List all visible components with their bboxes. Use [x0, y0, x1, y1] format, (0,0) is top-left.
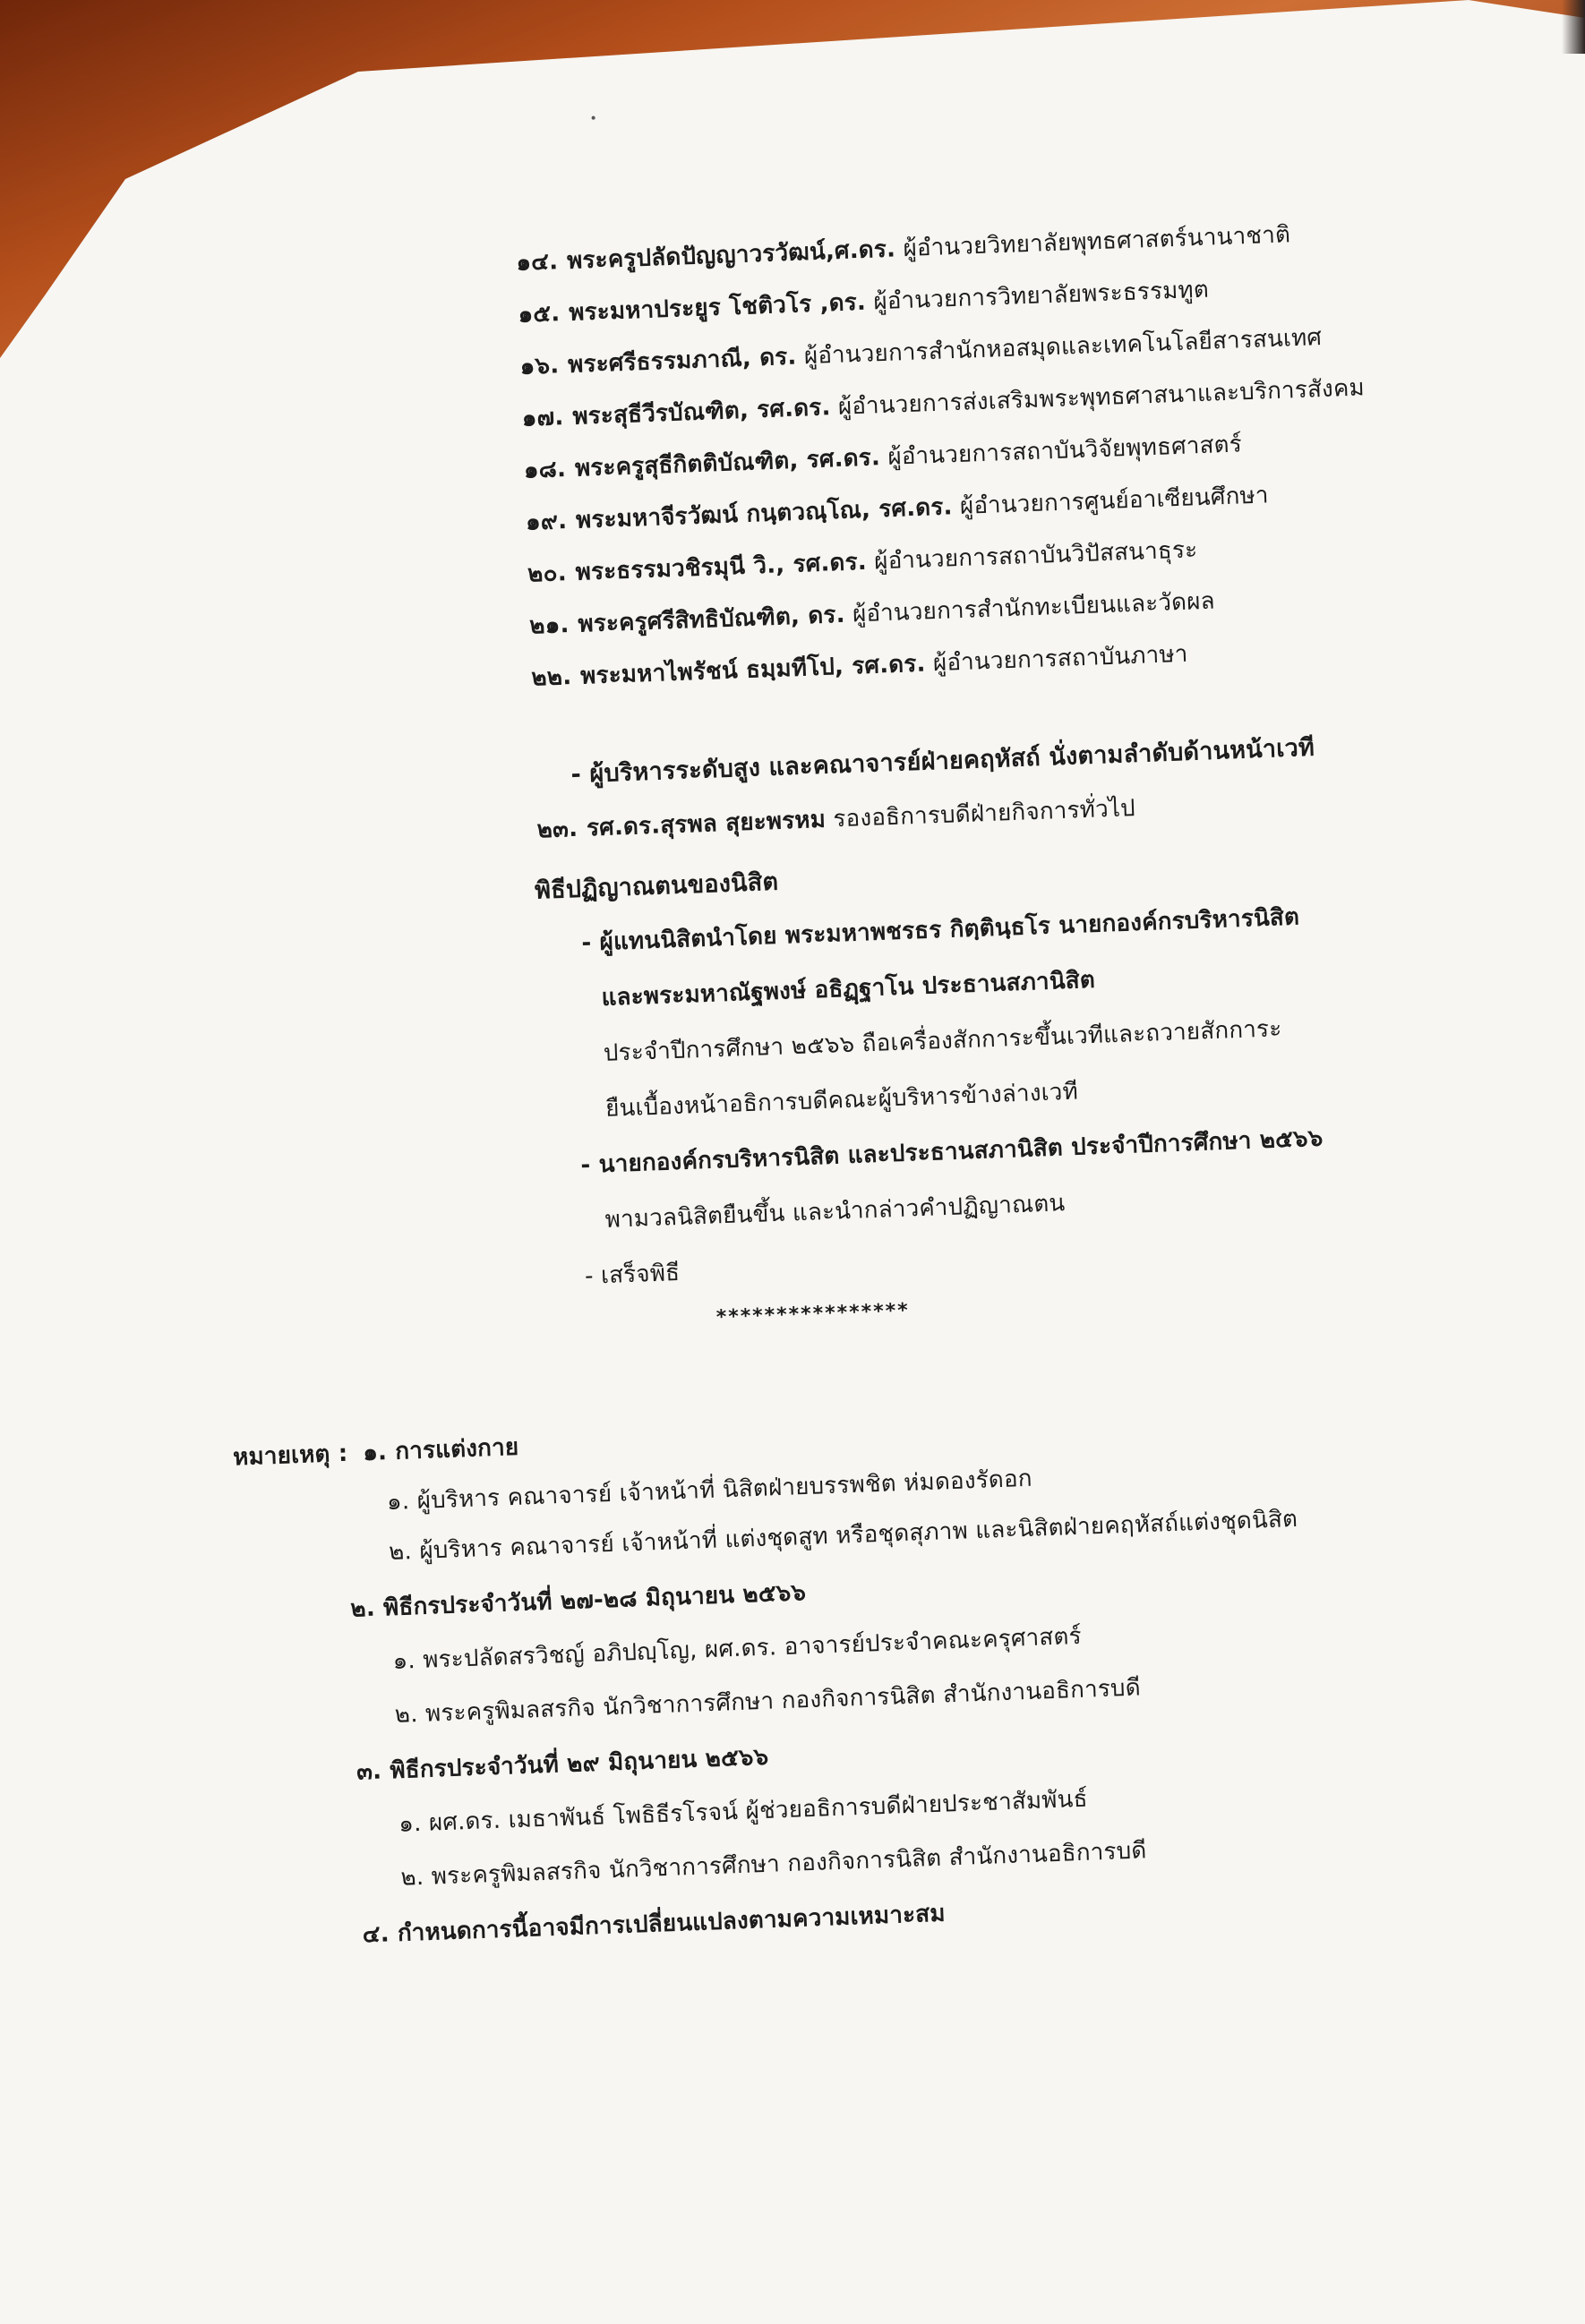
item-role: ผู้อำนวยการวิทยาลัยพระธรรมทูต — [872, 276, 1210, 316]
notes-section-title: ๒. พิธีกรประจำวันที่ ๒๗-๒๘ มิถุนายน ๒๕๖๖ — [349, 1579, 807, 1623]
notes-section-title: ๑. การแต่งกาย — [362, 1433, 519, 1467]
oath-line: ประจำปีการศึกษา ๒๕๖๖ ถือเครื่องสักการะขึ้นเวทีและถวายสักการะ — [603, 1015, 1282, 1067]
item-number: ๑๙. — [525, 508, 568, 536]
item-number: ๑๗. — [521, 404, 564, 432]
item-role: ผู้อำนวยการสำนักทะเบียนและวัดผล — [852, 587, 1216, 628]
ink-speck — [592, 116, 595, 120]
list-item-23 — [536, 790, 1136, 848]
notes-item: ๑. ผศ.ดร. เมธาพันธ์ โพธิธีรโรจน์ ผู้ช่วยอธิการบดีฝ่ายประชาสัมพันธ์ — [398, 1785, 1089, 1838]
oath-line: พามวลนิสิตยืนขึ้น และนำกล่าวคำปฏิญาณตน — [604, 1190, 1066, 1234]
item-name: พระมหาไพรัชน์ ธมฺมทีโป, รศ.ดร. — [579, 650, 927, 690]
item-number: ๑๕. — [518, 300, 561, 329]
notes-section-title: ๓. พิธีกรประจำวันที่ ๒๙ มิถุนายน ๒๕๖๖ — [356, 1743, 769, 1786]
notes-label: หมายเหตุ : — [232, 1440, 348, 1472]
list-item — [531, 636, 1189, 696]
item-name: พระสุธีวีรบัณฑิต, รศ.ดร. — [571, 394, 832, 431]
item-number: ๒๑. — [528, 611, 570, 640]
notes-section-title: ๔. กำหนดการนี้อาจมีการเปลี่ยนแปลงตามความเหมาะสม — [362, 1900, 947, 1949]
item-name: พระครูศรีสิทธิบัณฑิต, ดร. — [577, 601, 846, 638]
item-name: พระมหาจีรวัฒน์ กนฺตวณฺโณ, รศ.ดร. — [575, 493, 954, 534]
notes-item: ๑. ผู้บริหาร คณาจารย์ เจ้าหน้าที่ นิสิตฝ่ายบรรพชิต ห่มดองรัดอก — [386, 1465, 1033, 1517]
item-number: ๑๘. — [523, 456, 567, 484]
list-item — [518, 271, 1210, 333]
list-item — [525, 476, 1269, 540]
item-name: พระครูสุธีกิตติบัณฑิต, รศ.ดร. — [574, 444, 881, 483]
item-role: ผู้อำนวยการสำนักหอสมุดและเทคโนโลยีสารสนเทศ — [803, 324, 1323, 371]
item-number: ๑๔. — [515, 248, 559, 277]
item-number: ๒๒. — [530, 662, 572, 692]
item-number: ๒๐. — [527, 560, 568, 588]
item-number: ๑๖. — [519, 352, 560, 380]
item-role: ผู้อำนวยการศูนย์อาเซียนศึกษา — [959, 482, 1270, 520]
separator-stars: **************** — [715, 1299, 911, 1329]
notes-item: ๑. พระปลัดสรวิชญ์ อภิปญฺโญ, ผศ.ดร. อาจารย์ประจำคณะครุศาสตร์ — [392, 1622, 1083, 1675]
list-item — [523, 425, 1242, 488]
item-role: ผู้อำนวยการส่งเสริมพระพุทธศาสนาและบริการสังคม — [837, 374, 1366, 421]
exec-seating-heading: - ผู้บริหารระดับสูง และคณาจารย์ฝ่ายคฤหัสถ์ นั่งตามลำดับด้านหน้าเวที — [570, 733, 1315, 790]
item-name: พระศรีธรรมภาณี, ดร. — [567, 343, 797, 379]
item-name: รศ.ดร.สุรพล สุยะพรหม — [586, 806, 827, 842]
list-item — [527, 531, 1197, 592]
oath-line: และพระมหาณัฐพงษ์ อธิฏฺฐาโน ประธานสภานิสิต — [601, 966, 1096, 1012]
item-name: พระธรรมวชิรมุนี วิ., รศ.ดร. — [575, 548, 868, 586]
paper-edge-shadow — [1562, 0, 1585, 54]
item-role: ผู้อำนวยการสถาบันวิจัยพุทธศาสตร์ — [887, 431, 1243, 471]
list-item — [529, 583, 1216, 645]
notes-header — [232, 1429, 519, 1476]
oath-line: - นายกองค์กรบริหารนิสิต และประธานสภานิสิต ประจำปีการศึกษา ๒๕๖๖ — [579, 1124, 1324, 1179]
notes-item: ๒. ผู้บริหาร คณาจารย์ เจ้าหน้าที่ แต่งชุดสูท หรือชุดสุภาพ และนิสิตฝ่ายคฤหัสถ์แต่งชุดนิสิต — [388, 1505, 1298, 1567]
item-role: ผู้อำนวยวิทยาลัยพุทธศาสตร์นานาชาติ — [902, 221, 1291, 263]
oath-heading: พิธีปฏิญาณตนของนิสิต — [534, 867, 779, 905]
item-role: ผู้อำนวยการสถาบันภาษา — [932, 640, 1189, 678]
item-name: พระมหาประยูร โชติวโร ,ดร. — [568, 288, 867, 327]
oath-line: - ผู้แทนนิสิตนำโดย พระมหาพชรธร กิตฺตินฺธโร นายกองค์กรบริหารนิสิต — [580, 903, 1300, 957]
item-name: พระครูปลัดปัญญาวรวัฒน์,ศ.ดร. — [566, 235, 896, 275]
oath-line: - เสร็จพิธี — [584, 1259, 681, 1290]
item-number: ๒๓. — [536, 815, 578, 844]
item-role: ผู้อำนวยการสถาบันวิปัสสนาธุระ — [873, 536, 1198, 576]
item-role: รองอธิการบดีฝ่ายกิจการทั่วไป — [832, 794, 1136, 833]
notes-item: ๒. พระครูพิมลสรกิจ นักวิชาการศึกษา กองกิจการนิสิต สำนักงานอธิการบดี — [394, 1674, 1142, 1729]
notes-item: ๒. พระครูพิมลสรกิจ นักวิชาการศึกษา กองกิจการนิสิต สำนักงานอธิการบดี — [399, 1837, 1147, 1892]
oath-line: ยืนเบื้องหน้าอธิการบดีคณะผู้บริหารข้างล่างเวที — [604, 1078, 1079, 1123]
